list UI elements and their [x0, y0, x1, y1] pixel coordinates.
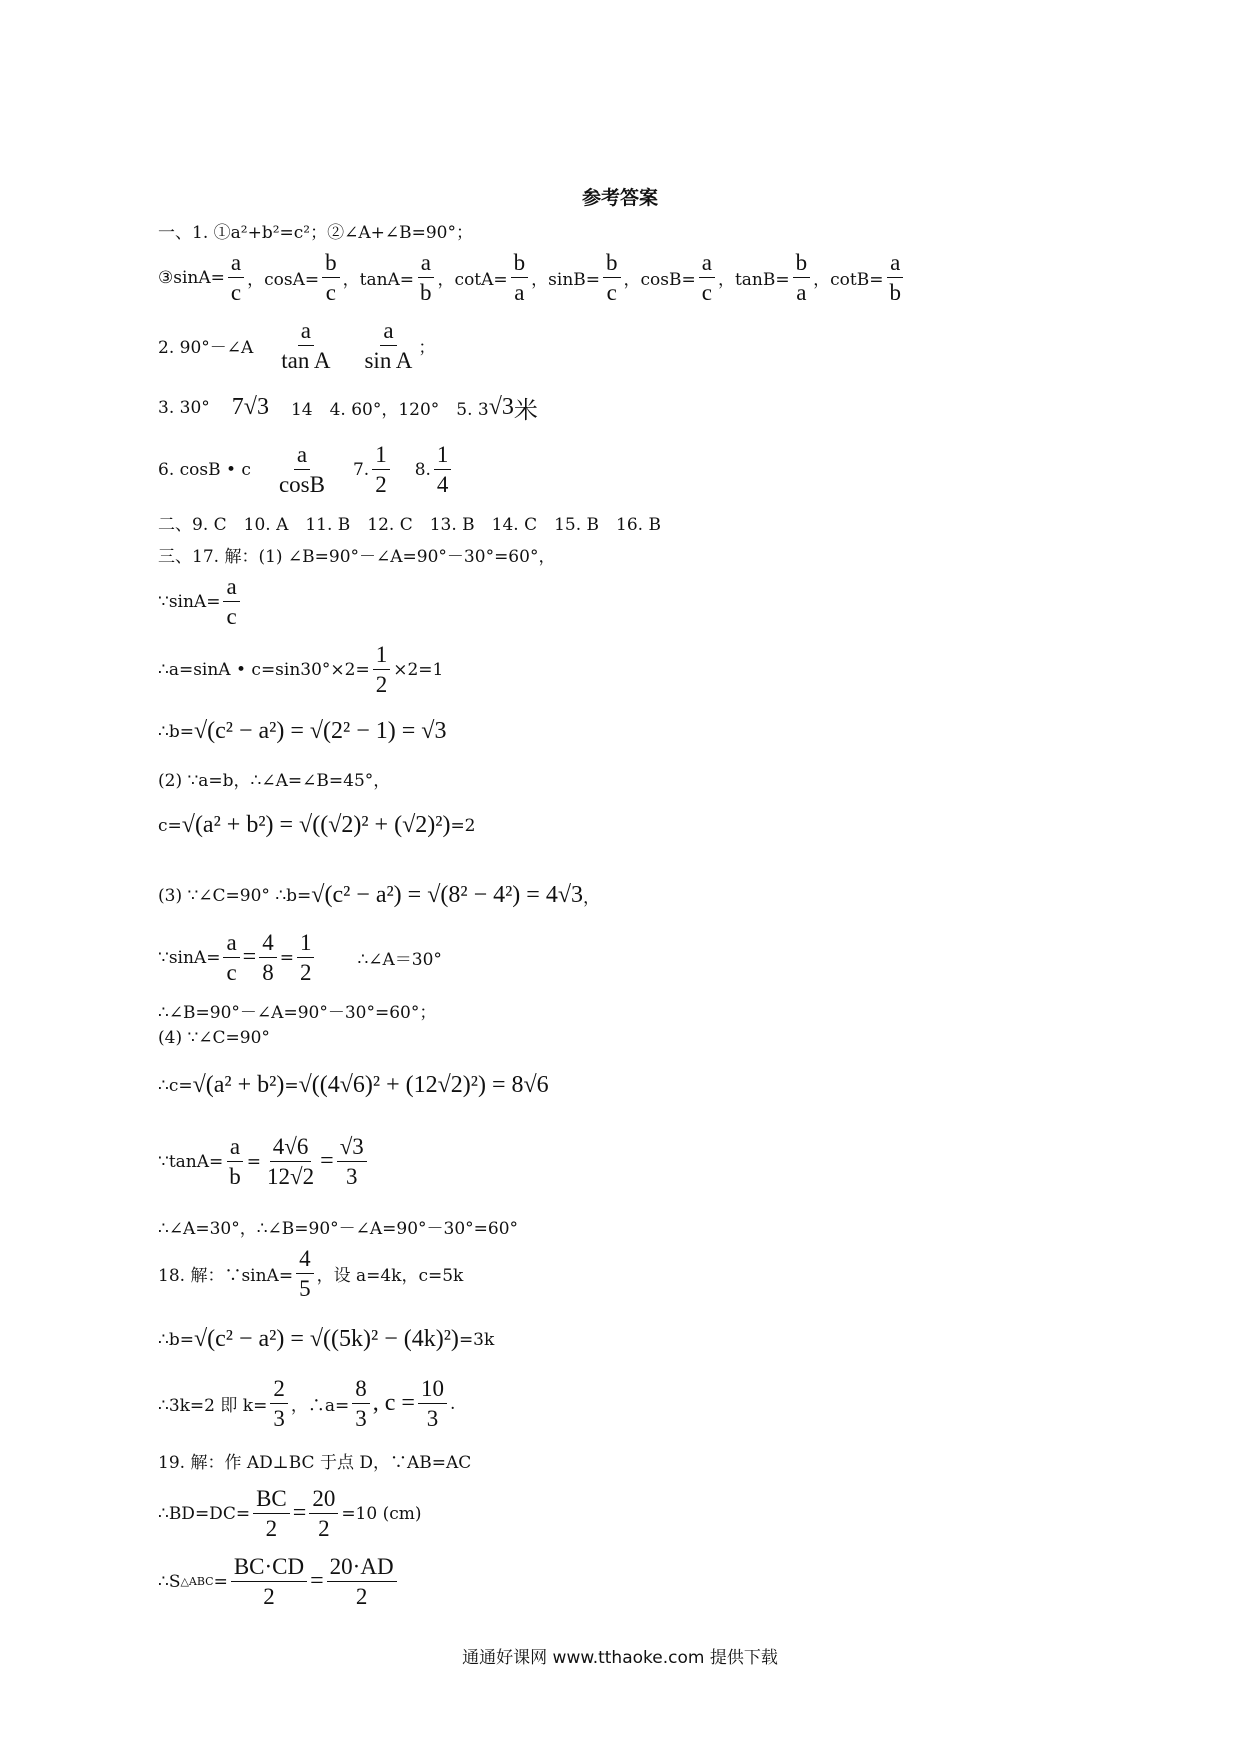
denominator: c: [325, 280, 336, 306]
denominator: a: [796, 280, 807, 306]
numerator: 1: [434, 442, 452, 470]
text-segment: ，tanB=: [717, 270, 790, 291]
answer-line: [158, 390, 538, 425]
denominator: 12√2: [267, 1164, 315, 1190]
numerator: a: [223, 930, 239, 958]
fraction: [327, 1554, 397, 1610]
numerator: b: [322, 250, 340, 278]
numerator: BC: [253, 1486, 290, 1514]
math-expression: √(a² + b²) = √((√2)² + (√2)²): [181, 812, 451, 838]
text-segment: 米: [513, 398, 538, 424]
denominator: c: [226, 604, 237, 630]
text-segment: =: [246, 1151, 262, 1172]
denominator: 2: [355, 1584, 368, 1610]
fraction: [228, 250, 244, 306]
denominator: cosB: [278, 472, 325, 498]
numerator: 4√6: [270, 1134, 312, 1162]
numerator: 1: [373, 642, 391, 670]
denominator: b: [229, 1164, 241, 1190]
fraction: [270, 1376, 288, 1432]
numerator: a: [887, 250, 903, 278]
answer-line: [158, 642, 443, 698]
fraction: [276, 442, 328, 498]
answer-line: [158, 1134, 370, 1190]
fraction: [264, 1134, 317, 1190]
answer-line: [158, 1486, 422, 1542]
text-segment: c=: [158, 815, 182, 836]
denominator: tan A: [281, 348, 331, 374]
answer-line: ∴∠B=90°－∠A=90°－30°=60°；: [158, 1003, 437, 1023]
text-segment: ∴BD=DC=: [158, 1503, 251, 1524]
fraction: [337, 1134, 367, 1190]
text-segment: 6. cosB • c: [158, 459, 251, 480]
fraction: [434, 442, 452, 498]
text-segment: .: [449, 1393, 456, 1414]
numerator: a: [228, 250, 244, 278]
text-segment: =: [310, 1568, 324, 1595]
fraction: [372, 442, 390, 498]
denominator: c: [230, 280, 242, 306]
numerator: 4: [259, 930, 277, 958]
answer-line: [158, 1376, 455, 1432]
fraction: [296, 1246, 314, 1302]
text-segment: ；: [418, 338, 436, 359]
numerator: a: [418, 250, 434, 278]
answer-line: 19. 解：作 AD⊥BC 于点 D，∵AB=AC: [158, 1453, 472, 1473]
text-segment: ③sinA=: [158, 267, 225, 288]
math-expression: √((4√6)² + (12√2)²) = 8√6: [298, 1072, 549, 1098]
answer-line: [158, 1554, 400, 1610]
answer-line: [158, 882, 600, 909]
text-segment: =10 (cm): [341, 1503, 422, 1524]
fraction: [297, 930, 315, 986]
text-segment: ∴b=: [158, 1329, 194, 1350]
numerator: a: [223, 574, 239, 602]
denominator: c: [606, 280, 617, 306]
text-segment: ，设 a=4k，c=5k: [316, 1266, 464, 1287]
fraction: [417, 250, 435, 306]
text-segment: ，cotB=: [813, 270, 884, 291]
answer-line: [158, 1072, 549, 1099]
text-segment: ，cosA=: [247, 270, 320, 291]
fraction: [223, 574, 239, 630]
text-segment: 2. 90°－∠A: [158, 338, 254, 359]
fraction: [231, 1554, 307, 1610]
denominator: 2: [318, 1516, 330, 1542]
numerator: 1: [297, 930, 315, 958]
text-segment: ∴b=: [158, 721, 194, 742]
math-expression: √(c² − a²) = √(8² − 4²) = 4√3: [311, 882, 583, 908]
numerator: 4: [296, 1246, 314, 1274]
answer-line: [158, 318, 435, 374]
fraction: [259, 930, 277, 986]
denominator: a: [514, 280, 525, 306]
text-segment: ∴3k=2 即 k=: [158, 1396, 268, 1417]
fraction: [793, 250, 811, 306]
denominator: 3: [273, 1406, 285, 1432]
fraction: [322, 250, 340, 306]
text-segment: ，: [583, 888, 600, 908]
text-segment: =: [213, 1571, 228, 1592]
answer-line: [158, 574, 243, 630]
text-segment: ，sinB=: [531, 270, 601, 291]
numerator: b: [511, 250, 529, 278]
text-segment: 14 4. 60°，120° 5. 3: [290, 400, 489, 420]
text-segment: =: [279, 947, 294, 968]
page-footer: 通通好课网 www.tthaoke.com 提供下载: [462, 1648, 778, 1668]
text-segment: =3k: [458, 1329, 495, 1350]
denominator: b: [420, 280, 432, 306]
numerator: 10: [418, 1376, 447, 1404]
text-segment: ，∴a=: [290, 1396, 350, 1417]
denominator: c: [226, 960, 237, 986]
denominator: 3: [426, 1406, 439, 1432]
text-segment: 8.: [414, 459, 431, 480]
denominator: 2: [265, 1516, 278, 1542]
answer-line: [158, 442, 454, 498]
denominator: 8: [262, 960, 274, 986]
text-segment: =2: [450, 815, 476, 836]
text-segment: ，tanA=: [342, 270, 415, 291]
math-expression: √(c² − a²) = √((5k)² − (4k)²): [193, 1326, 459, 1352]
answer-line: (4) ∵∠C=90°: [158, 1028, 270, 1048]
answer-line: 二、9. C 10. A 11. B 12. C 13. B 14. C 15. B 16. B: [158, 515, 661, 535]
text-segment: ，cotA=: [437, 270, 508, 291]
numerator: 8: [352, 1376, 370, 1404]
fraction: [699, 250, 715, 306]
numerator: a: [298, 318, 314, 346]
text-segment: (3) ∵∠C=90° ∴b=: [158, 885, 312, 906]
fraction: [373, 642, 391, 698]
denominator: 5: [299, 1276, 311, 1302]
fraction: [603, 250, 621, 306]
text-segment: ∴c=: [158, 1075, 193, 1096]
math-expression: √3: [488, 394, 514, 420]
numerator: √3: [337, 1134, 367, 1162]
page-title: 参考答案: [581, 187, 658, 209]
text-segment: =: [320, 1148, 334, 1175]
text-segment: ×2=1: [393, 659, 444, 680]
answer-line: [158, 718, 446, 745]
numerator: a: [294, 442, 310, 470]
fraction: [418, 1376, 447, 1432]
text-segment: ∴S: [158, 1571, 181, 1592]
text-segment: ，cosB=: [623, 270, 696, 291]
text-segment: 7.: [352, 459, 370, 480]
answer-line: [158, 250, 907, 306]
fraction: [309, 1486, 338, 1542]
denominator: 4: [436, 472, 449, 498]
fraction: [361, 318, 415, 374]
denominator: sin A: [364, 348, 413, 374]
denominator: 3: [355, 1406, 367, 1432]
answer-line: [158, 1326, 494, 1353]
fraction: [226, 1134, 244, 1190]
text-segment: 3. 30°: [158, 397, 210, 418]
fraction: [886, 250, 904, 306]
text-segment: ∵sinA=: [158, 947, 221, 968]
numerator: a: [380, 318, 396, 346]
text-segment: 18. 解：∵sinA=: [158, 1266, 294, 1287]
answer-line: 三、17. 解：(1) ∠B=90°－∠A=90°－30°=60°，: [158, 547, 556, 567]
denominator: 2: [263, 1584, 275, 1610]
numerator: a: [227, 1134, 243, 1162]
denominator: 2: [375, 672, 388, 698]
text-segment: ∵tanA=: [158, 1151, 224, 1172]
denominator: 2: [375, 472, 387, 498]
fraction: [278, 318, 333, 374]
numerator: 20·AD: [327, 1554, 397, 1582]
numerator: a: [699, 250, 715, 278]
text-segment: ∴∠A＝30°: [357, 950, 442, 971]
numerator: 20: [309, 1486, 338, 1514]
numerator: b: [603, 250, 621, 278]
denominator: 3: [346, 1164, 358, 1190]
fraction: [253, 1486, 290, 1542]
answer-line: (2) ∵a=b，∴∠A=∠B=45°，: [158, 771, 391, 791]
math-expression: √(c² − a²) = √(2² − 1) = √3: [193, 718, 447, 744]
answer-line: [158, 930, 442, 986]
numerator: 1: [372, 442, 390, 470]
fraction: [511, 250, 529, 306]
answer-line: [158, 1246, 463, 1302]
text-segment: =: [292, 1500, 307, 1527]
numerator: b: [793, 250, 811, 278]
text-segment: ∴a=sinA • c=sin30°×2=: [158, 659, 370, 680]
denominator: b: [889, 280, 901, 306]
numerator: BC·CD: [231, 1554, 307, 1582]
answer-line: [158, 812, 476, 839]
answer-line: 一、1. ①a²+b²=c²；②∠A+∠B=90°；: [158, 223, 473, 243]
text-segment: , c =: [372, 1390, 415, 1417]
answer-line: ∴∠A=30°，∴∠B=90°－∠A=90°－30°=60°: [158, 1219, 519, 1239]
math-expression: 7√3: [231, 394, 269, 420]
text-segment: =: [284, 1075, 299, 1096]
subscript: △ABC: [180, 1575, 214, 1589]
numerator: 2: [270, 1376, 288, 1404]
fraction: [223, 930, 239, 986]
text-segment: =: [242, 944, 257, 971]
denominator: c: [701, 280, 712, 306]
denominator: 2: [299, 960, 312, 986]
fraction: [352, 1376, 370, 1432]
math-expression: √(a² + b²): [192, 1072, 285, 1098]
text-segment: ∵sinA=: [158, 591, 221, 612]
